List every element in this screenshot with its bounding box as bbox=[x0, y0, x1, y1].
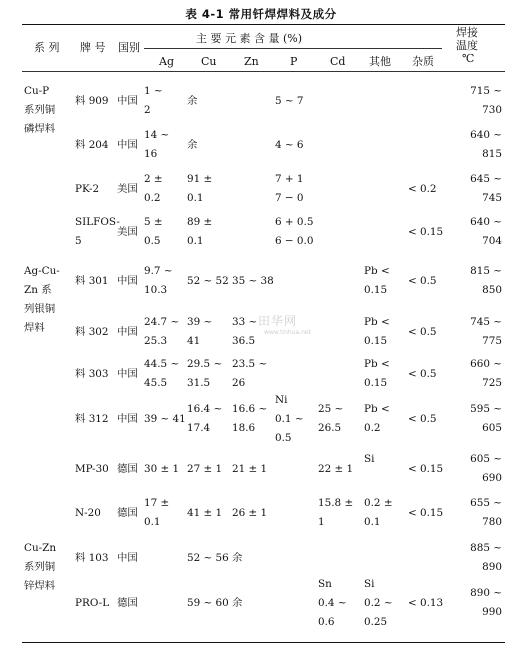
cell-impurity: < 0.15 bbox=[408, 225, 444, 238]
cell-country: 中国 bbox=[117, 551, 138, 564]
cell-impurity: < 0.5 bbox=[408, 412, 437, 425]
cell-temp: 745 bbox=[482, 192, 502, 204]
cell-cd: Sn bbox=[318, 577, 332, 590]
cell-ag: 5 ± bbox=[144, 216, 163, 228]
header-temp-line2: 温度 bbox=[456, 39, 478, 52]
cell-grade: 料 204 bbox=[75, 138, 109, 151]
cell-temp: 890 bbox=[482, 561, 502, 573]
series-agcuzn-line2: Zn 系 bbox=[24, 284, 52, 296]
header-col-impurity: 杂质 bbox=[412, 55, 434, 68]
cell-temp: 780 bbox=[482, 516, 502, 528]
cell-zn: 26 ± 1 bbox=[232, 506, 268, 519]
cell-ag: 10.3 bbox=[144, 284, 168, 296]
cell-grade: 料 312 bbox=[75, 412, 109, 425]
cell-temp: 605 bbox=[482, 422, 502, 434]
cell-other: Pb < bbox=[364, 358, 390, 370]
cell-cu: 17.4 bbox=[187, 422, 211, 434]
header-country: 国别 bbox=[118, 41, 140, 54]
series-agcuzn-line3: 列银铜 bbox=[24, 303, 56, 315]
cell-temp: 745 ~ bbox=[470, 316, 502, 328]
cell-cu: 29.5 ~ bbox=[187, 358, 223, 370]
cell-temp: 640 ~ bbox=[470, 129, 502, 141]
header-series: 系 列 bbox=[34, 41, 60, 54]
cell-impurity: < 0.15 bbox=[408, 462, 444, 475]
cell-grade: 料 909 bbox=[75, 94, 109, 107]
series-cup-line2: 系列铜 bbox=[24, 104, 56, 116]
cell-other: Pb < bbox=[364, 403, 390, 415]
cell-other: 0.2 bbox=[364, 422, 381, 434]
cell-ag: 0.5 bbox=[144, 235, 161, 247]
cell-temp: 605 ~ bbox=[470, 453, 502, 465]
watermark bbox=[258, 312, 311, 336]
series-agcuzn-line4: 焊料 bbox=[24, 322, 45, 334]
series-cuzn-line2: 系列铜 bbox=[24, 561, 56, 573]
cell-temp: 725 bbox=[482, 377, 502, 389]
cell-p: 0.5 bbox=[275, 431, 292, 444]
watermark-sub: www.tinhua.net bbox=[264, 329, 311, 336]
cell-other: 0.15 bbox=[364, 335, 388, 347]
cell-temp: 660 ~ bbox=[470, 358, 502, 370]
cell-p: 7 + 1 bbox=[275, 173, 304, 185]
cell-cu: 52 ~ 56 bbox=[187, 551, 229, 564]
cell-temp: 815 ~ bbox=[470, 265, 502, 277]
cell-ag: 16 bbox=[144, 148, 158, 160]
cell-other: 0.25 bbox=[364, 615, 388, 628]
cell-temp: 850 bbox=[482, 284, 502, 296]
cell-country: 中国 bbox=[117, 274, 138, 287]
cell-ag: 44.5 ~ bbox=[144, 358, 180, 370]
cell-impurity: < 0.5 bbox=[408, 325, 437, 338]
cell-ag: 17 ± bbox=[144, 497, 170, 509]
cell-p: 7 − 0 bbox=[275, 192, 304, 204]
cell-temp: 885 ~ bbox=[470, 542, 502, 554]
cell-ag: 0.1 bbox=[144, 516, 161, 528]
cell-p: 6 + 0.5 bbox=[275, 216, 314, 228]
cell-cu: 91 ± bbox=[187, 173, 213, 185]
cell-grade: 料 303 bbox=[75, 367, 109, 380]
cell-zn: 23.5 ~ bbox=[232, 358, 268, 370]
cell-temp: 645 ~ bbox=[470, 173, 502, 185]
cell-zn: 21 ± 1 bbox=[232, 462, 268, 475]
cell-ag: 14 ~ bbox=[144, 129, 170, 141]
cell-p: 0.1 ~ bbox=[275, 412, 304, 425]
cell-p: 6 − 0.0 bbox=[275, 235, 314, 247]
cell-other: Pb < bbox=[364, 265, 390, 277]
header-col-other: 其他 bbox=[369, 55, 391, 68]
cell-ag: 9.7 ~ bbox=[144, 265, 173, 277]
bottom-rule bbox=[22, 642, 505, 643]
cell-cu: 0.1 bbox=[187, 192, 204, 204]
cell-cu: 52 ~ 52 bbox=[187, 274, 229, 287]
cell-zn: 26 bbox=[232, 377, 246, 389]
cell-country: 美国 bbox=[117, 182, 138, 195]
cell-other: 0.2 ± bbox=[364, 497, 393, 509]
series-cup-line1: Cu-P bbox=[24, 85, 50, 97]
cell-grade: 料 302 bbox=[75, 325, 109, 338]
cell-ag: 2 ± bbox=[144, 173, 163, 185]
cell-other: Pb < bbox=[364, 316, 390, 328]
cell-grade: MP-30 bbox=[75, 462, 109, 475]
cell-grade: 5 bbox=[75, 235, 82, 247]
cell-zn: 16.6 ~ bbox=[232, 403, 268, 415]
cell-cu: 41 bbox=[187, 335, 201, 347]
header-grade: 牌 号 bbox=[80, 41, 106, 54]
cell-temp: 690 bbox=[482, 472, 502, 484]
header-temp-line1: 焊接 bbox=[456, 26, 478, 39]
cell-country: 中国 bbox=[117, 94, 138, 107]
header-content-group: 主 要 元 素 含 量 (%) bbox=[196, 32, 303, 45]
series-cup-line3: 磷焊料 bbox=[24, 123, 56, 135]
cell-p: 5 ~ 7 bbox=[275, 94, 304, 107]
cell-cd: 0.6 bbox=[318, 615, 335, 628]
cell-country: 美国 bbox=[117, 225, 138, 238]
cell-grade: PK-2 bbox=[75, 182, 100, 195]
cell-temp: 890 ~ bbox=[470, 587, 502, 599]
cell-cu: 39 ~ bbox=[187, 316, 213, 328]
cell-impurity: < 0.5 bbox=[408, 274, 437, 287]
cell-grade: PRO-L bbox=[75, 596, 110, 609]
cell-temp: 640 ~ bbox=[470, 216, 502, 228]
cell-zn: 余 bbox=[232, 596, 243, 609]
cell-country: 德国 bbox=[117, 462, 138, 475]
cell-ag: 24.7 ~ bbox=[144, 316, 180, 328]
cell-p: Ni bbox=[275, 393, 288, 406]
cell-zn: 余 bbox=[232, 551, 243, 564]
header-col-ag: Ag bbox=[159, 55, 174, 68]
cell-zn: 35 ~ 38 bbox=[232, 274, 274, 287]
cell-other: 0.15 bbox=[364, 377, 388, 389]
cell-ag: 30 ± 1 bbox=[144, 462, 180, 475]
cell-other: 0.1 bbox=[364, 516, 381, 528]
cell-temp: 990 bbox=[482, 606, 502, 618]
cell-temp: 730 bbox=[482, 104, 502, 116]
watermark-main: 田华网 bbox=[258, 314, 298, 328]
cell-temp: 775 bbox=[482, 335, 502, 347]
cell-cu: 余 bbox=[187, 138, 198, 151]
series-cuzn-line1: Cu-Zn bbox=[24, 542, 57, 554]
cell-cd: 22 ± 1 bbox=[318, 462, 354, 475]
top-rule bbox=[22, 24, 505, 25]
cell-ag: 39 ~ 41 bbox=[144, 412, 186, 425]
cell-grade: SILFOS- bbox=[75, 216, 120, 228]
cell-temp: 655 ~ bbox=[470, 497, 502, 509]
cell-zn: 36.5 bbox=[232, 335, 256, 347]
cell-cu: 27 ± 1 bbox=[187, 462, 223, 475]
cell-country: 中国 bbox=[117, 412, 138, 425]
cell-other: 0.2 ~ bbox=[364, 596, 393, 609]
cell-impurity: < 0.5 bbox=[408, 367, 437, 380]
cell-ag: 45.5 bbox=[144, 377, 168, 389]
cell-grade: 料 103 bbox=[75, 551, 109, 564]
series-cuzn-line3: 锌焊料 bbox=[24, 580, 56, 592]
series-agcuzn-line1: Ag-Cu- bbox=[24, 265, 60, 277]
cell-cu: 16.4 ~ bbox=[187, 403, 223, 415]
cell-cd: 15.8 ± bbox=[318, 497, 354, 509]
header-bottom-rule bbox=[22, 71, 505, 72]
cell-zn: 18.6 bbox=[232, 422, 256, 434]
header-col-p: P bbox=[290, 55, 298, 68]
cell-ag: 1 ~ bbox=[144, 85, 163, 97]
header-group-rule bbox=[144, 48, 442, 49]
cell-other: Si bbox=[364, 577, 375, 590]
cell-impurity: < 0.13 bbox=[408, 596, 444, 609]
cell-cd: 26.5 bbox=[318, 422, 342, 434]
cell-cu: 89 ± bbox=[187, 216, 213, 228]
cell-other: 0.15 bbox=[364, 284, 388, 296]
cell-cu: 59 ~ 60 bbox=[187, 596, 229, 609]
cell-cd: 1 bbox=[318, 516, 325, 528]
cell-p: 4 ~ 6 bbox=[275, 138, 304, 151]
header-col-zn: Zn bbox=[244, 55, 259, 68]
header-col-cu: Cu bbox=[201, 55, 217, 68]
table-title: 表 4-1 常用钎焊焊料及成分 bbox=[185, 7, 337, 21]
cell-country: 德国 bbox=[117, 596, 138, 609]
cell-ag: 2 bbox=[144, 104, 151, 116]
cell-temp: 704 bbox=[482, 235, 502, 247]
header-col-cd: Cd bbox=[330, 55, 346, 68]
cell-cu: 0.1 bbox=[187, 235, 204, 247]
cell-ag: 0.2 bbox=[144, 192, 161, 204]
cell-cd: 25 ~ bbox=[318, 403, 344, 415]
cell-grade: 料 301 bbox=[75, 274, 109, 287]
cell-country: 德国 bbox=[117, 506, 138, 519]
cell-temp: 595 ~ bbox=[470, 403, 502, 415]
cell-cu: 31.5 bbox=[187, 377, 211, 389]
cell-country: 中国 bbox=[117, 367, 138, 380]
header-temp-unit: ℃ bbox=[462, 52, 475, 65]
cell-other: Si bbox=[364, 453, 375, 465]
cell-country: 中国 bbox=[117, 325, 138, 338]
cell-impurity: < 0.2 bbox=[408, 182, 437, 195]
cell-grade: N-20 bbox=[75, 506, 101, 519]
cell-cu: 41 ± 1 bbox=[187, 506, 223, 519]
cell-country: 中国 bbox=[117, 138, 138, 151]
cell-cu: 余 bbox=[187, 94, 198, 107]
cell-zn: 33 ~ bbox=[232, 316, 258, 328]
cell-temp: 715 ~ bbox=[470, 85, 502, 97]
cell-temp: 815 bbox=[482, 148, 502, 160]
cell-ag: 25.3 bbox=[144, 335, 168, 347]
cell-impurity: < 0.15 bbox=[408, 506, 444, 519]
cell-cd: 0.4 ~ bbox=[318, 596, 347, 609]
